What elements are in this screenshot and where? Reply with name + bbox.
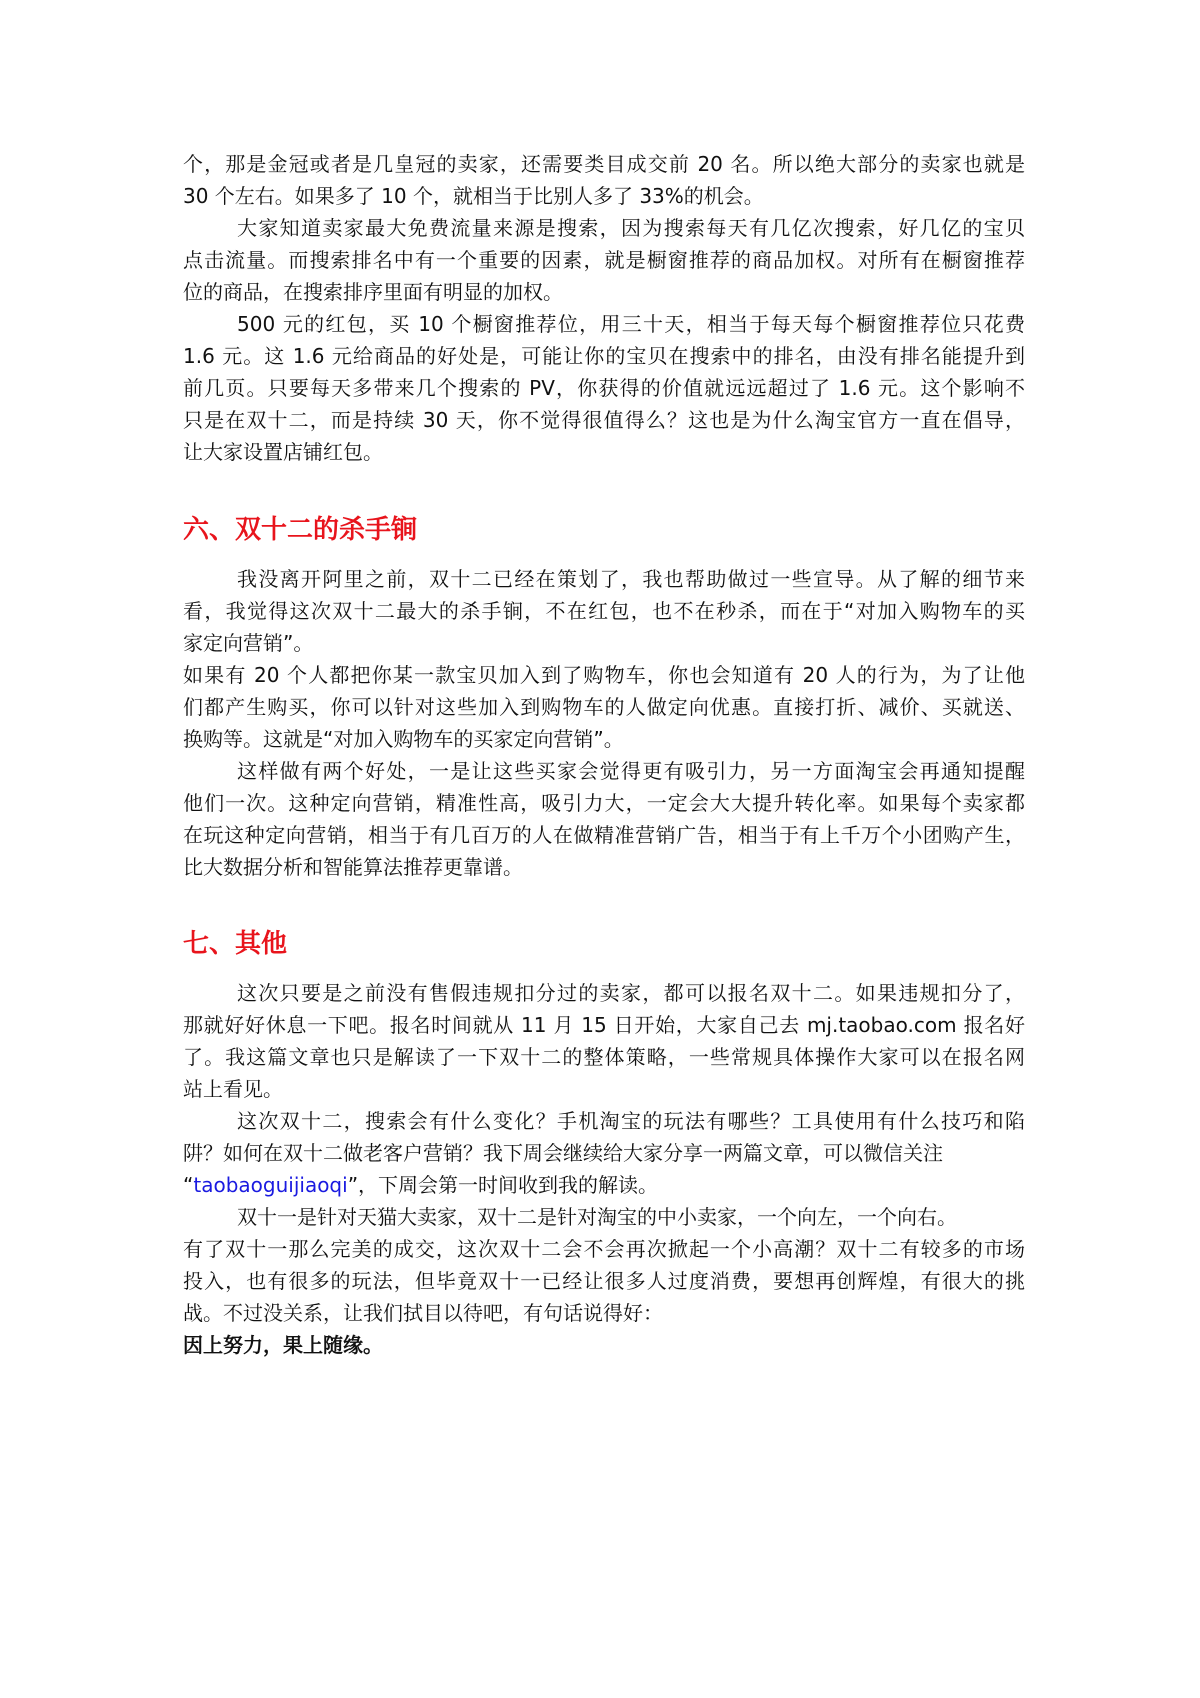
text-line: 点击流量。而搜索排名中有一个重要的因素，就是橱窗推荐的商品加权。对所有在橱窗推荐 [183, 248, 1025, 272]
text-line: 这样做有两个好处，一是让这些买家会觉得更有吸引力，另一方面淘宝会再通知提醒 [237, 759, 1025, 783]
text-line: 只是在双十二，而是持续 30 天，你不觉得很值得么？这也是为什么淘宝官方一直在倡导， [183, 408, 1025, 432]
section-heading: 六、双十二的杀手锏 [183, 515, 418, 545]
text-line: 前几页。只要每天多带来几个搜索的 PV，你获得的价值就远远超过了 1.6 元。这个影响不 [183, 376, 1025, 400]
text-line: 投入，也有很多的玩法，但毕竟双十一已经让很多人过度消费，要想再创辉煌，有很大的挑 [183, 1269, 1025, 1293]
text-line: 家定向营销”。 [183, 631, 314, 655]
paragraph [183, 148, 1025, 212]
text-line: 这次只要是之前没有售假违规扣分过的卖家，都可以报名双十二。如果违规扣分了， [237, 981, 1025, 1005]
text-segment: ”，下周会第一时间收到我的解读。 [347, 1173, 659, 1197]
text-line: 在玩这种定向营销，相当于有几百万的人在做精准营销广告，相当于有上千万个小团购产生， [183, 823, 1025, 847]
text-line: 位的商品，在搜索排序里面有明显的加权。 [183, 280, 563, 304]
text-line: 因上努力，果上随缘。 [183, 1333, 383, 1357]
paragraph [183, 977, 1025, 1105]
paragraph [183, 563, 1025, 659]
text-segment: “ [183, 1173, 194, 1197]
paragraph [183, 308, 1025, 468]
text-line: 那就好好休息一下吧。报名时间就从 11 月 15 日开始，大家自己去 mj.taobao.com 报名好 [183, 1013, 1025, 1037]
text-line: 个，那是金冠或者是几皇冠的卖家，还需要类目成交前 20 名。所以绝大部分的卖家也就是 [183, 152, 1025, 176]
section-0 [183, 148, 1025, 468]
text-line: 500 元的红包，买 10 个橱窗推荐位，用三十天，相当于每天每个橱窗推荐位只花费 [237, 312, 1025, 336]
text-line [183, 1169, 1025, 1201]
text-line: 站上看见。 [183, 1077, 283, 1101]
text-line: 阱？如何在双十二做老客户营销？我下周会继续给大家分享一两篇文章，可以微信关注 [183, 1141, 943, 1165]
text-line: 换购等。这就是“对加入购物车的买家定向营销”。 [183, 727, 624, 751]
text-line: 比大数据分析和智能算法推荐更靠谱。 [183, 855, 523, 879]
text-line: 如果有 20 个人都把你某一款宝贝加入到了购物车，你也会知道有 20 人的行为，为了让他 [183, 663, 1025, 687]
section-heading: 七、其他 [183, 929, 288, 959]
paragraph [183, 212, 1025, 308]
text-line: 他们一次。这种定向营销，精准性高，吸引力大，一定会大大提升转化率。如果每个卖家都 [183, 791, 1025, 815]
document-body [183, 148, 1025, 1361]
text-line: 1.6 元。这 1.6 元给商品的好处是，可能让你的宝贝在搜索中的排名，由没有排名能提升到 [183, 344, 1025, 368]
text-line: 这次双十二，搜索会有什么变化？手机淘宝的玩法有哪些？工具使用有什么技巧和陷 [237, 1109, 1025, 1133]
paragraph [183, 755, 1025, 883]
paragraph [183, 1329, 1025, 1361]
text-line: 了。我这篇文章也只是解读了一下双十二的整体策略，一些常规具体操作大家可以在报名网 [183, 1045, 1025, 1069]
paragraph [183, 1105, 1025, 1201]
text-line: 有了双十一那么完美的成交，这次双十二会不会再次掀起一个小高潮？双十二有较多的市场 [183, 1237, 1025, 1261]
text-line: 让大家设置店铺红包。 [183, 440, 383, 464]
section-1 [183, 514, 1025, 883]
section-2 [183, 928, 1025, 1361]
text-line: 们都产生购买，你可以针对这些加入到购物车的人做定向优惠。直接打折、减价、买就送、 [183, 695, 1025, 719]
text-line: 30 个左右。如果多了 10 个，就相当于比别人多了 33%的机会。 [183, 184, 764, 208]
text-line: 战。不过没关系，让我们拭目以待吧，有句话说得好： [183, 1301, 663, 1325]
paragraph [183, 659, 1025, 755]
text-line: 双十一是针对天猫大卖家，双十二是针对淘宝的中小卖家，一个向左，一个向右。 [237, 1205, 957, 1229]
text-line: 大家知道卖家最大免费流量来源是搜索，因为搜索每天有几亿次搜索，好几亿的宝贝 [237, 216, 1025, 240]
text-line: 我没离开阿里之前，双十二已经在策划了，我也帮助做过一些宣导。从了解的细节来 [237, 567, 1025, 591]
text-line: 看，我觉得这次双十二最大的杀手锏，不在红包，也不在秒杀，而在于“对加入购物车的买 [183, 599, 1025, 623]
paragraph [183, 1201, 1025, 1329]
wechat-id-link[interactable]: taobaoguijiaoqi [193, 1173, 348, 1197]
